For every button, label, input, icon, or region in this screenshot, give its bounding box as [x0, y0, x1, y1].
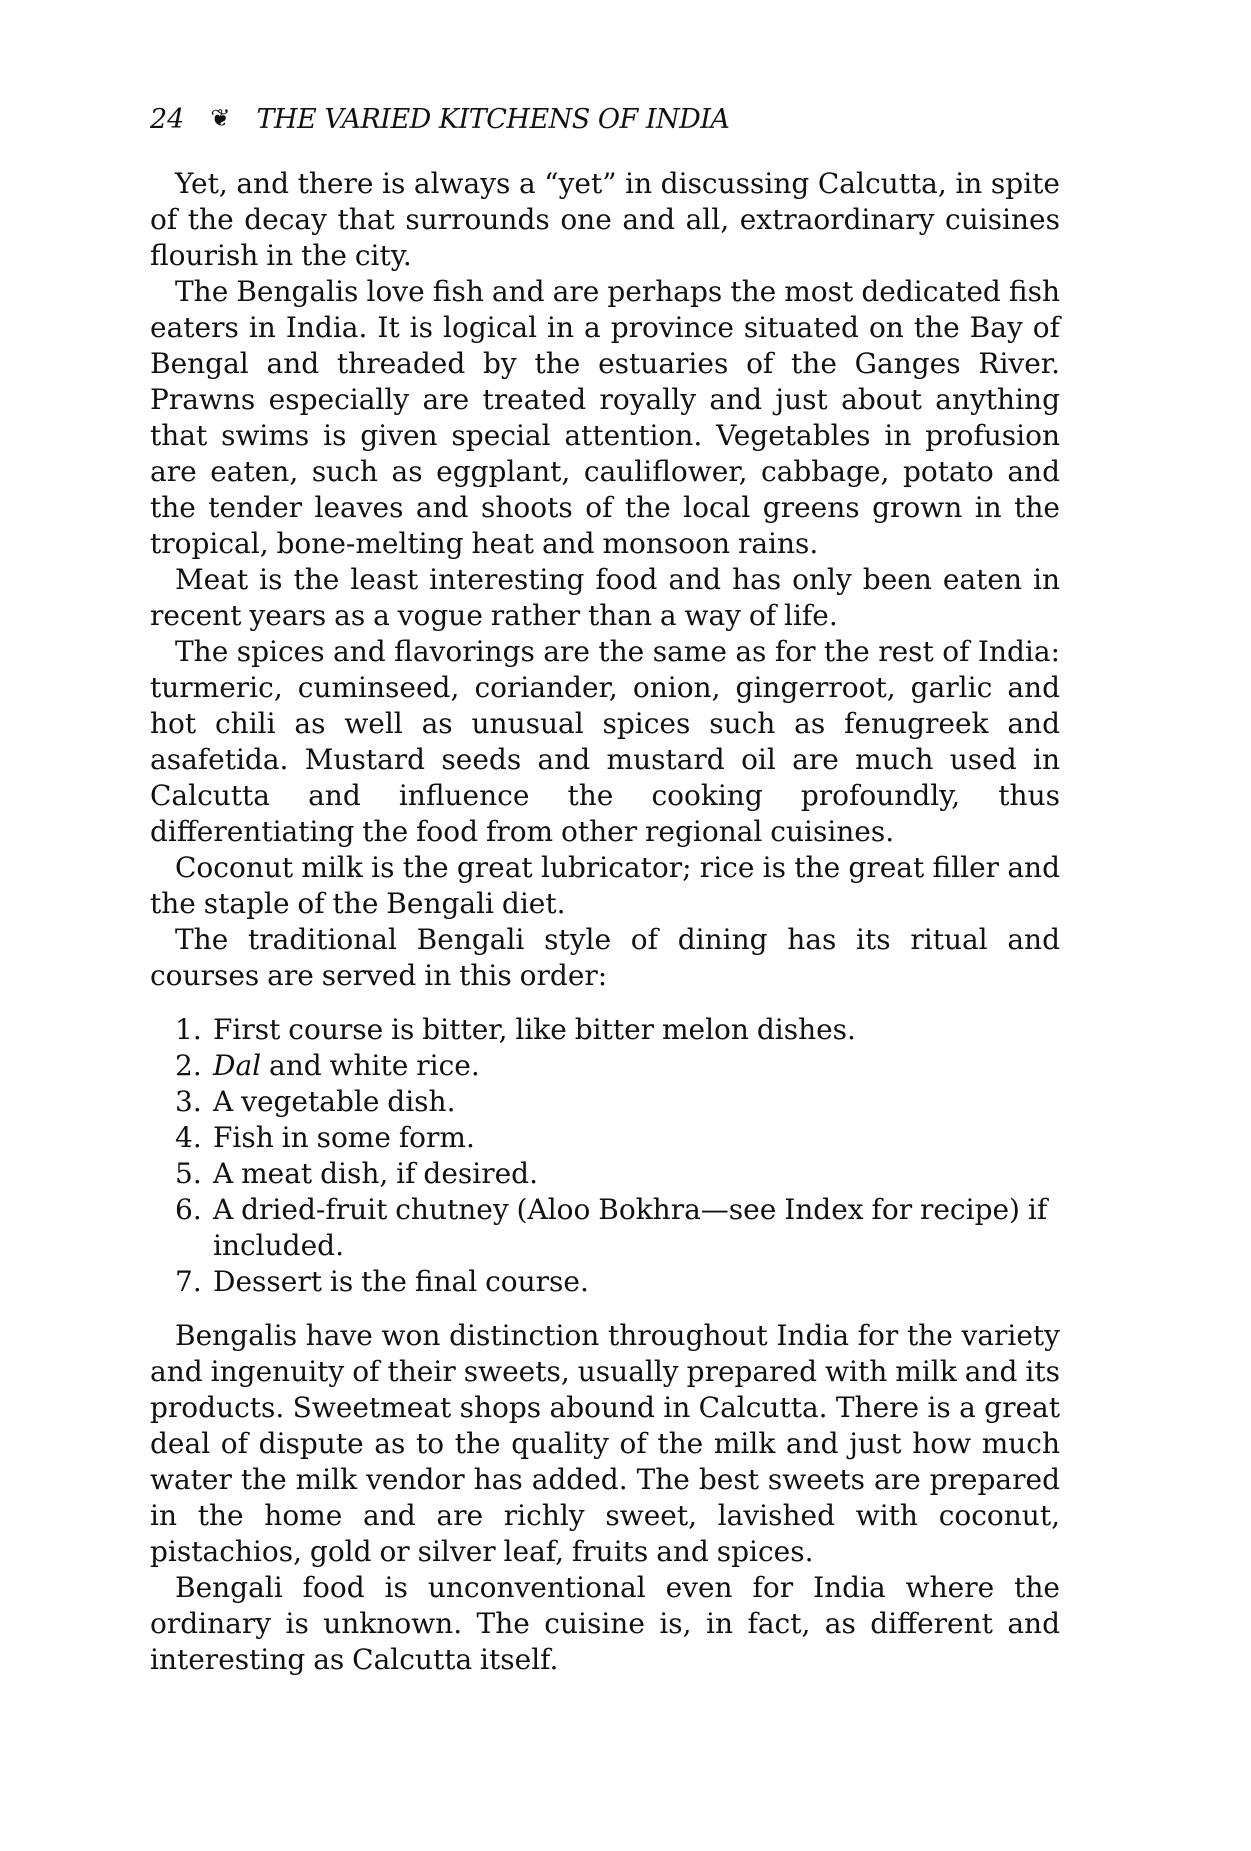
list-item-text: Dessert is the final course. — [213, 1265, 589, 1298]
ornament-icon: ❦ — [210, 104, 231, 132]
list-item-text: Fish in some form. — [213, 1121, 475, 1154]
list-item-text: A meat dish, if desired. — [213, 1157, 538, 1190]
body-text — [150, 166, 1060, 1678]
dal-term: Dal — [213, 1049, 262, 1082]
list-item — [175, 1084, 1060, 1120]
list-item-text: A vegetable dish. — [213, 1085, 456, 1118]
paragraph-meat: Meat is the least interesting food and has only been eaten in recent years as a vogue rather than a way of life. — [150, 563, 1060, 632]
list-item — [175, 1012, 1060, 1048]
list-item — [175, 1264, 1060, 1300]
list-item-number: 5. — [175, 1157, 202, 1190]
list-item-text — [213, 1048, 1060, 1084]
page-number: 24 — [150, 104, 185, 135]
list-item-number: 2. — [175, 1049, 202, 1082]
list-item-text-rest: and white rice. — [261, 1049, 480, 1082]
list-item-number: 1. — [175, 1013, 202, 1046]
book-title: THE VARIED KITCHENS OF INDIA — [256, 104, 730, 135]
paragraph-spices: The spices and flavorings are the same as for the rest of India: turmeric, cuminseed, coriander, onion, gingerroot, garlic and hot chili as well as unusual spices such as fenugreek and asafetida. Mustard seeds and mustard oil are much used in Calcutta and influence the cooking profoundly, thus differentiating the food from other regional cuisines. — [150, 635, 1060, 848]
paragraph-sweets: Bengalis have won distinction throughout India for the variety and ingenuity of their sweets, usually prepared with milk and its products. Sweetmeat shops abound in Calcutta. There is a great deal of dispute as to the quality of the milk and just how much water the milk vendor has added. The best sweets are prepared in the home and are richly sweet, lavished with coconut, pistachios, gold or silver leaf, fruits and spices. — [150, 1319, 1060, 1568]
list-item-text: A dried-fruit chutney (Aloo Bokhra—see Index for recipe) if included. — [213, 1193, 1048, 1262]
list-item — [175, 1156, 1060, 1192]
list-item-number: 6. — [175, 1193, 202, 1226]
paragraph-bengalis-fish: The Bengalis love fish and are perhaps the most dedicated fish eaters in India. It is logical in a province situated on the Bay of Bengal and threaded by the estuaries of the Ganges River. Prawns especially are treated royally and just about anything that swims is given special attention. Vegetables in profusion are eaten, such as eggplant, cauliflower, cabbage, potato and the tender leaves and shoots of the local greens grown in the tropical, bone-melting heat and monsoon rains. — [150, 275, 1060, 560]
paragraph-calcutta-yet: Yet, and there is always a “yet” in discussing Calcutta, in spite of the decay that surrounds one and all, extraordinary cuisines flourish in the city. — [150, 167, 1060, 272]
book-page — [150, 100, 1060, 1678]
paragraph-dining-style: The traditional Bengali style of dining has its ritual and courses are served in this order: — [150, 923, 1060, 992]
running-head — [150, 100, 1060, 140]
list-item-number: 7. — [175, 1265, 202, 1298]
list-item — [175, 1120, 1060, 1156]
list-item-number: 3. — [175, 1085, 202, 1118]
list-item-number: 4. — [175, 1121, 202, 1154]
list-item — [175, 1048, 1060, 1084]
course-list — [175, 1012, 1060, 1300]
list-item-text: First course is bitter, like bitter melon dishes. — [213, 1013, 856, 1046]
paragraph-coconut-milk: Coconut milk is the great lubricator; rice is the great filler and the staple of the Bengali diet. — [150, 851, 1060, 920]
list-item — [175, 1192, 1060, 1264]
paragraph-unconventional: Bengali food is unconventional even for India where the ordinary is unknown. The cuisine is, in fact, as different and interesting as Calcutta itself. — [150, 1571, 1060, 1676]
